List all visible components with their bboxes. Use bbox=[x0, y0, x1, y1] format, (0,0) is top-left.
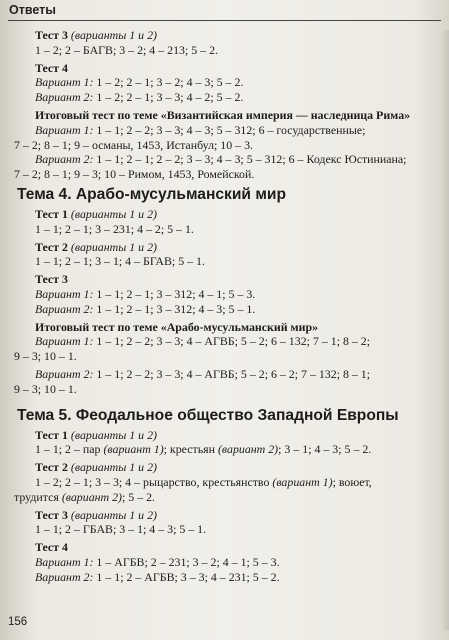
answer-line: Вариант 1: 1 – АГБВ; 2 – 231; 3 – 2; 4 – 1; 5 – 3. bbox=[35, 554, 280, 569]
test-heading: Тест 4 bbox=[35, 60, 68, 75]
topic-title: Тема 4. Арабо-мусульманский мир bbox=[17, 185, 286, 203]
test-heading: Тест 3 (варианты 1 и 2) bbox=[35, 507, 157, 522]
topic-title: Тема 5. Феодальное общество Западной Европы bbox=[17, 406, 399, 424]
answer-line: 1 – 2; 2 – 1; 3 – 3; 4 – рыцарство, крестьянство (вариант 1); воюет, bbox=[35, 474, 372, 489]
test-heading: Тест 1 (варианты 1 и 2) bbox=[35, 206, 157, 221]
answer-line: Вариант 2: 1 – 1; 2 – 1; 3 – 312; 4 – 3; 5 – 1. bbox=[35, 301, 256, 316]
answer-line: Вариант 1: 1 – 2; 2 – 1; 3 – 2; 4 – 3; 5 – 2. bbox=[35, 75, 244, 90]
answer-line: Вариант 2: 1 – 1; 2 – АГБВ; 3 – 3; 4 – 231; 5 – 2. bbox=[35, 569, 280, 584]
answer-line: 9 – 3; 10 – 1. bbox=[14, 349, 77, 364]
running-header bbox=[0, 0, 449, 22]
answer-line: 1 – 1; 2 – 1; 3 – 1; 4 – БГАВ; 5 – 1. bbox=[35, 254, 205, 269]
answer-line: 1 – 2; 2 – БАГВ; 3 – 2; 4 – 213; 5 – 2. bbox=[35, 42, 218, 57]
answer-line: 7 – 2; 8 – 1; 9 – османы, 1453, Истанбул; 10 – 3. bbox=[14, 137, 253, 152]
answer-line: трудится (вариант 2); 5 – 2. bbox=[14, 489, 156, 504]
answers-content bbox=[14, 28, 441, 585]
header-rule bbox=[8, 20, 441, 21]
answer-line: 9 – 3; 10 – 1. bbox=[14, 381, 77, 396]
answer-line: Вариант 2: 1 – 1; 2 – 1; 2 – 2; 3 – 3; 4 – 3; 5 – 312; 6 – Кодекс Юстиниана; bbox=[35, 152, 407, 167]
test-heading: Тест 2 (варианты 1 и 2) bbox=[35, 460, 157, 475]
answer-line: Вариант 2: 1 – 2; 2 – 1; 3 – 3; 4 – 2; 5 – 2. bbox=[35, 90, 244, 105]
answer-line: Вариант 1: 1 – 1; 2 – 1; 3 – 312; 4 – 1; 5 – 3. bbox=[35, 286, 256, 301]
test-heading: Тест 3 bbox=[35, 272, 68, 287]
answer-line: 1 – 1; 2 – ГБАВ; 3 – 1; 4 – 3; 5 – 1. bbox=[35, 522, 207, 537]
page-edge-shadow bbox=[441, 30, 449, 630]
final-test-heading: Итоговый тест по теме «Византийская империя — наследница Рима» bbox=[35, 107, 411, 122]
test-heading: Тест 3 (варианты 1 и 2) bbox=[35, 28, 157, 42]
answer-line: 7 – 2; 8 – 1; 9 – 3; 10 – Римом, 1453, Ромейской. bbox=[14, 167, 255, 182]
header-title: Ответы bbox=[9, 3, 56, 17]
answer-line: Вариант 1: 1 – 1; 2 – 2; 3 – 3; 4 – АГВБ; 5 – 2; 6 – 132; 7 – 1; 8 – 2; bbox=[35, 334, 371, 349]
test-heading: Тест 4 bbox=[35, 540, 68, 555]
answer-line: 1 – 1; 2 – пар (вариант 1); крестьян (вариант 2); 3 – 1; 4 – 3; 5 – 2. bbox=[35, 442, 372, 457]
answer-line: Вариант 1: 1 – 1; 2 – 2; 3 – 3; 4 – 3; 5 – 312; 6 – государственные; bbox=[35, 122, 366, 137]
answer-line: Вариант 2: 1 – 1; 2 – 2; 3 – 3; 4 – АГВБ; 5 – 2; 6 – 2; 7 – 132; 8 – 1; bbox=[35, 366, 371, 381]
final-test-heading: Итоговый тест по теме «Арабо-мусульманский мир» bbox=[35, 319, 319, 334]
test-heading: Тест 1 (варианты 1 и 2) bbox=[35, 427, 157, 442]
test-heading: Тест 2 (варианты 1 и 2) bbox=[35, 239, 157, 254]
answer-line: 1 – 1; 2 – 1; 3 – 231; 4 – 2; 5 – 1. bbox=[35, 221, 194, 236]
page-number: 156 bbox=[8, 616, 28, 628]
